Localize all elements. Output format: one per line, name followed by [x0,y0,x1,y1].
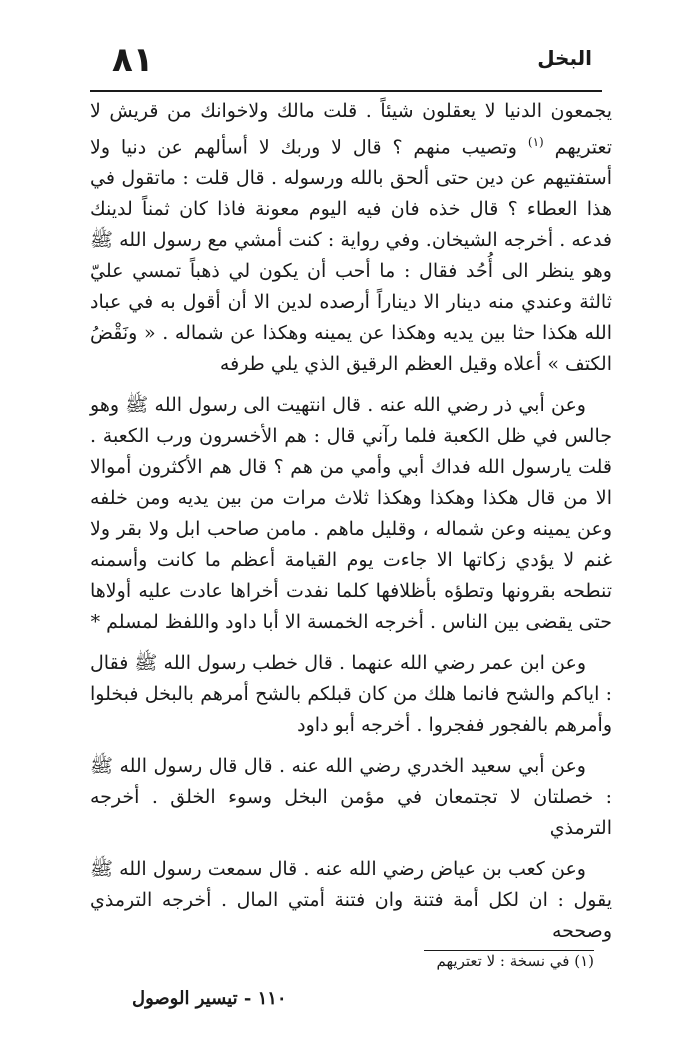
paragraph-1-rest: وتصيب منهم ؟ قال لا وربك لا أسألهم عن دنيا ولا أستفتيهم عن دين حتى ألحق بالله ورسوله . قال قلت : ماتقول في هذا العطاء ؟ قال خذه فان فيه اليوم معونة فاذا كان ثمناً لدينك فدعه . أخرجه الشيخان. وفي رواية : كنت أمشي مع رسول الله ﷺ وهو ينظر الى أُحُد فقال : ما أحب أن يكون لي ذهباً تمسي عليّ ثالثة وعندي منه دينار الا ديناراً أرصده لدين الا أن أقول به في عباد الله هكذا حثا بين يديه وهكذا عن يمينه وهكذا عن شماله . « ونَقْضُ الكتف » أعلاه وقيل العظم الرقيق الذي يلي طرفه [90,136,612,376]
header-rule [90,90,602,92]
page-header [0,38,682,88]
paragraph-4: وعن أبي سعيد الخدري رضي الله عنه . قال قال رسول الله ﷺ : خصلتان لا تجتمعان في مؤمن البخل وسوء الخلق . أخرجه الترمذي [90,755,612,840]
paragraph-2: وعن أبي ذر رضي الله عنه . قال انتهيت الى رسول الله ﷺ وهو جالس في ظل الكعبة فلما رآني قال : هم الأخسرون ورب الكعبة . قلت يارسول الله فداك أبي وأمي من هم ؟ قال هم الأكثرون أموالا الا من قال هكذا وهكذا وهكذا ثلاث مرات من بين يديه ومن خلفه وعن يمينه وعن شماله ، وقليل ماهم . مامن صاحب ابل ولا بقر ولا غنم لا يؤدي زكاتها الا جاءت يوم القيامة أعظم ما كانت وأسمنه تنطحه بقرونها وتطؤه بأظلافها كلما نفدت أخراها عادت عليه أولاها حتى يقضى بين الناس . أخرجه الخمسة الا أبا داود واللفظ لمسلم * [90,394,612,634]
footnote-marker: (١) [527,135,544,149]
body-text [90,96,612,957]
paragraph-3: وعن ابن عمر رضي الله عنهما . قال خطب رسول الله ﷺ فقال : اياكم والشح فانما هلك من كان قبلكم بالشح أمرهم بالبخل فبخلوا وأمرهم بالفجور ففجروا . أخرجه أبو داود [90,652,612,737]
page-number: ٨١ [112,40,154,80]
footnote-rule [424,950,594,951]
footnote: (١) في نسخة : لا تعتريهم [436,952,594,970]
paragraph-1-text: يجمعون الدنيا لا يعقلون شيئاً . قلت مالك ولاخوانك من قريش لا تعتريهم [90,100,612,159]
paragraph-5: وعن كعب بن عياض رضي الله عنه . قال سمعت رسول الله ﷺ يقول : ان لكل أمة فتنة وان فتنة أمتي المال . أخرجه الترمذي وصححه [90,858,612,943]
paragraph-1 [90,96,612,380]
section-title: البخل [537,46,592,70]
page-footer: ١١٠ - تيسير الوصول [132,988,287,1009]
